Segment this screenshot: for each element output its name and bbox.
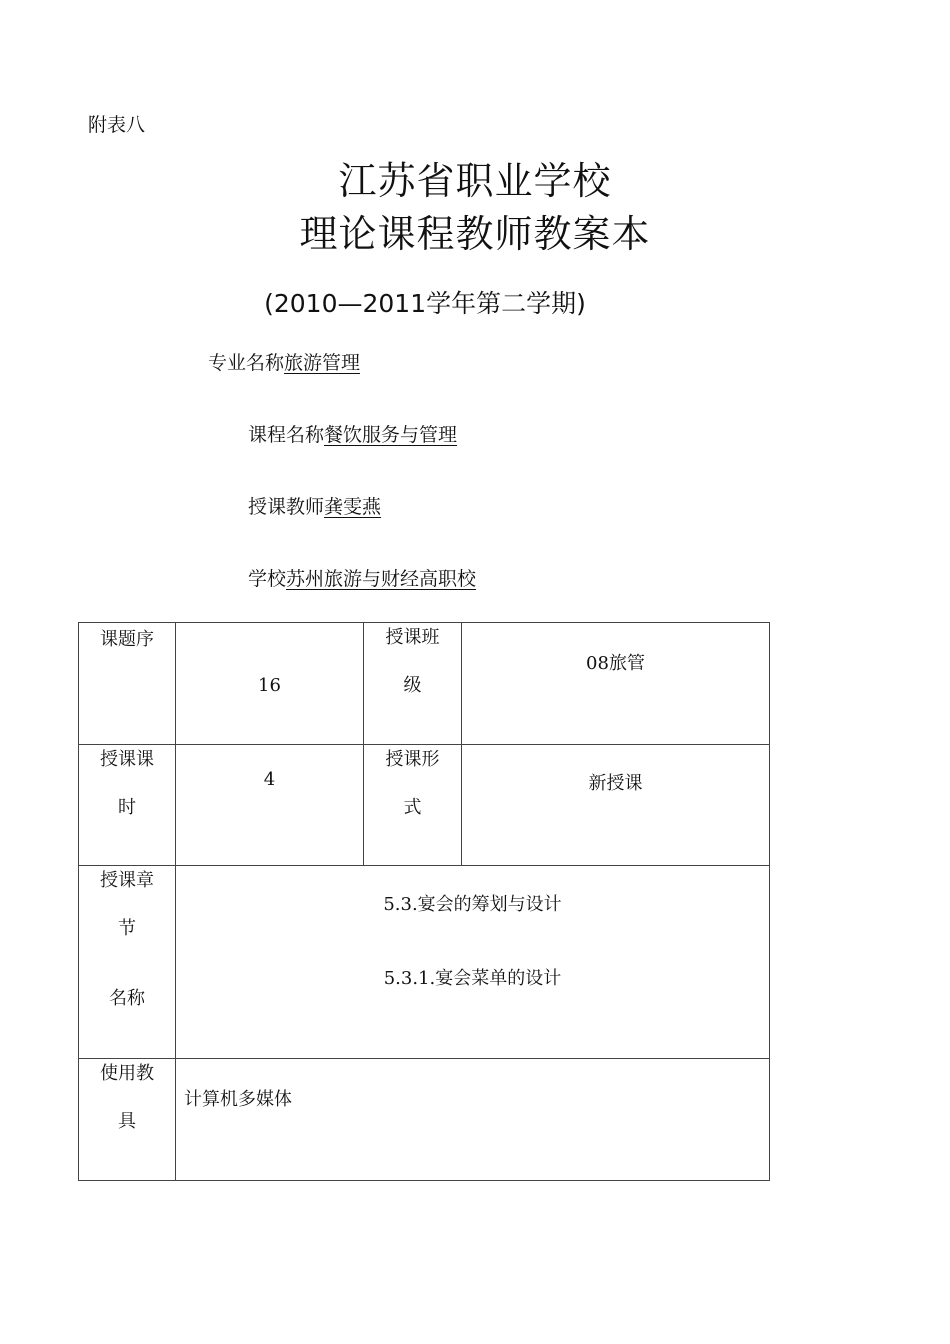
cell-hours-value: 4 — [176, 745, 364, 866]
title-school: 江苏省职业学校 — [338, 159, 612, 203]
cell-chapter-value: 5.3.宴会的筹划与设计 5.3.1.宴会菜单的设计 — [176, 866, 770, 1059]
cell-chapter-label: 授课章 节 名称 — [79, 866, 176, 1059]
cell-format-value: 新授课 — [462, 745, 770, 866]
school-value: 苏州旅游与财经高职校 — [286, 568, 477, 590]
table-row — [79, 623, 770, 745]
teacher-label: 授课教师 — [248, 496, 325, 518]
info-school — [248, 564, 476, 591]
major-label: 专业名称 — [208, 352, 285, 374]
info-teacher — [248, 492, 381, 519]
teacher-value: 龚雯燕 — [324, 496, 382, 518]
cell-format-label: 授课形 式 — [364, 745, 462, 866]
course-value: 餐饮服务与管理 — [324, 424, 458, 446]
appendix-label: 附表八 — [88, 114, 146, 136]
cell-class-label: 授课班 级 — [364, 623, 462, 745]
cell-tools-value: 计算机多媒体 — [176, 1059, 770, 1181]
cell-topic-value: 16 — [176, 623, 364, 745]
term-label: (2010—2011学年第二学期) — [264, 289, 586, 318]
table-row — [79, 866, 770, 1059]
lesson-plan-table — [78, 622, 770, 1181]
cell-tools-label: 使用教 具 — [79, 1059, 176, 1181]
table-row — [79, 745, 770, 866]
table-row — [79, 1059, 770, 1181]
info-major — [208, 348, 360, 375]
cell-class-value: 08旅管 — [462, 623, 770, 745]
course-label: 课程名称 — [248, 424, 325, 446]
title-document: 理论课程教师教案本 — [299, 212, 651, 256]
info-course — [248, 420, 457, 447]
school-label: 学校 — [248, 568, 287, 590]
cell-topic-label: 课题序 — [79, 623, 176, 745]
major-value: 旅游管理 — [284, 352, 361, 374]
cell-hours-label: 授课课 时 — [79, 745, 176, 866]
